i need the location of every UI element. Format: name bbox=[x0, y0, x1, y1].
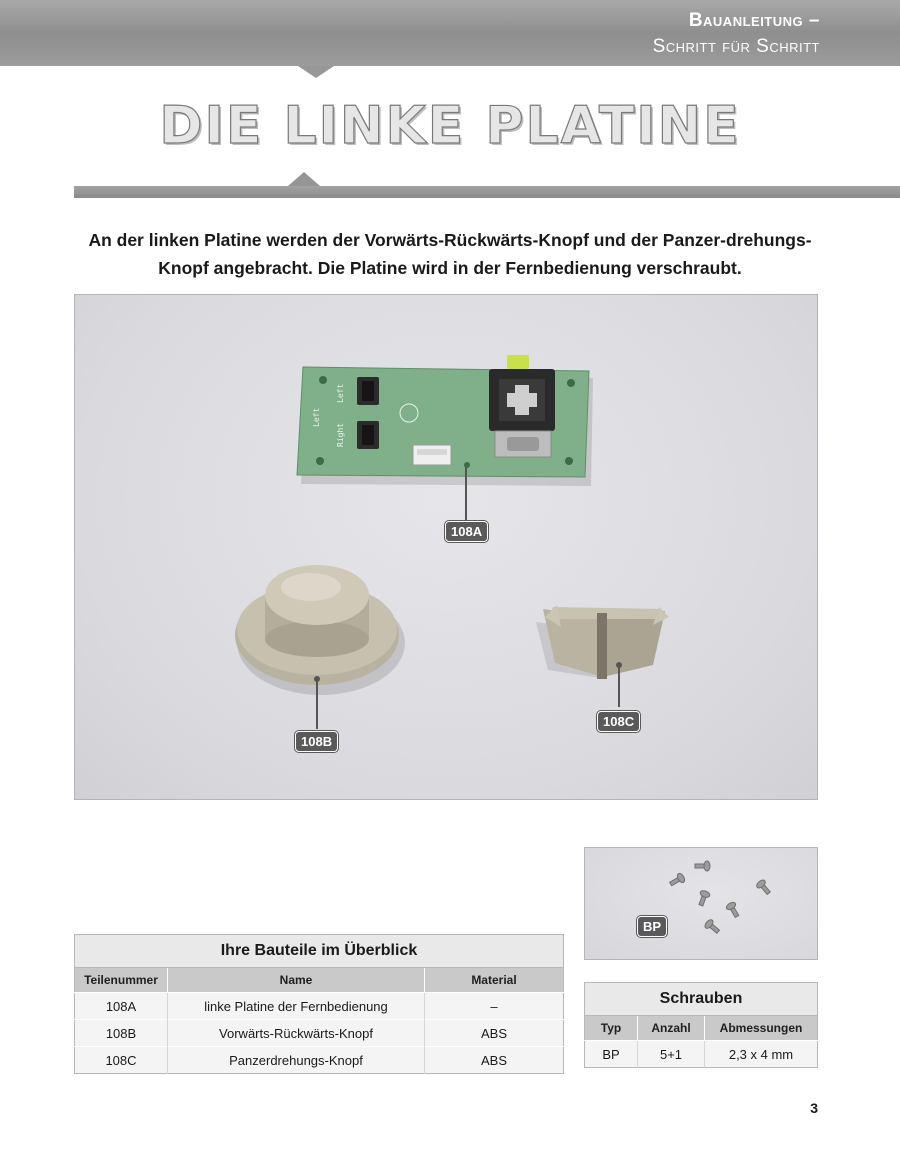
kicker-line-2: Schritt für Schritt bbox=[652, 36, 820, 57]
screws-illustration bbox=[585, 848, 819, 961]
screws-header-count: Anzahl bbox=[638, 1016, 705, 1041]
pcb-label-left-2: Left bbox=[312, 407, 321, 427]
banner-notch bbox=[298, 66, 334, 78]
parts-table-title-row bbox=[75, 935, 564, 968]
table-row bbox=[585, 1041, 818, 1068]
screws-table-header-row bbox=[585, 1016, 818, 1041]
cell-material: – bbox=[425, 993, 564, 1020]
cell-name: Panzerdrehungs-Knopf bbox=[168, 1047, 425, 1074]
cell-material: ABS bbox=[425, 1020, 564, 1047]
label-bp: BP bbox=[637, 916, 667, 937]
screws-header-dimensions: Abmessungen bbox=[705, 1016, 818, 1041]
label-108b: 108B bbox=[295, 731, 338, 752]
cell-number: 108C bbox=[75, 1047, 168, 1074]
label-108c: 108C bbox=[597, 711, 640, 732]
parts-header-material: Material bbox=[425, 968, 564, 993]
table-row bbox=[75, 1020, 564, 1047]
cell-dimensions: 2,3 x 4 mm bbox=[705, 1041, 818, 1068]
title-rule-notch bbox=[288, 172, 320, 186]
page-title: DIE LINKE PLATINE bbox=[159, 96, 741, 156]
parts-photo bbox=[74, 294, 818, 800]
cell-material: ABS bbox=[425, 1047, 564, 1074]
cell-name: Vorwärts-Rückwärts-Knopf bbox=[168, 1020, 425, 1047]
parts-header-name: Name bbox=[168, 968, 425, 993]
pcb-108a bbox=[297, 355, 593, 486]
table-row bbox=[75, 993, 564, 1020]
cell-type: BP bbox=[585, 1041, 638, 1068]
kicker-line-1: Bauanleitung – bbox=[688, 10, 820, 31]
parts-header-number: Teilenummer bbox=[75, 968, 168, 993]
pcb-label-left-1: Left bbox=[336, 383, 345, 403]
cell-number: 108B bbox=[75, 1020, 168, 1047]
screws-table-title-row bbox=[585, 983, 818, 1016]
knob-108b bbox=[235, 565, 405, 695]
parts-illustration bbox=[75, 295, 819, 801]
clip-108c bbox=[536, 605, 669, 679]
pcb-label-right: Right bbox=[336, 422, 345, 447]
screws-header-type: Typ bbox=[585, 1016, 638, 1041]
table-row bbox=[75, 1047, 564, 1074]
page-number: 3 bbox=[810, 1100, 818, 1116]
intro-paragraph: An der linken Platine werden der Vorwärts-Rückwärts-Knopf und der Panzer-drehungs-Knopf angebracht. Die Platine wird in der Fernbedienung verschraubt. bbox=[88, 230, 812, 278]
cell-count: 5+1 bbox=[638, 1041, 705, 1068]
cell-number: 108A bbox=[75, 993, 168, 1020]
cell-name: linke Platine der Fernbedienung bbox=[168, 993, 425, 1020]
section-kicker bbox=[653, 8, 820, 60]
screws-table bbox=[584, 982, 818, 1068]
parts-table-title: Ihre Bauteile im Überblick bbox=[75, 935, 564, 968]
parts-overview-table bbox=[74, 934, 564, 1074]
screws-photo bbox=[584, 847, 818, 960]
label-108a: 108A bbox=[445, 521, 488, 542]
parts-table-header-row bbox=[75, 968, 564, 993]
title-rule bbox=[74, 186, 900, 198]
screws-table-title: Schrauben bbox=[585, 983, 818, 1016]
